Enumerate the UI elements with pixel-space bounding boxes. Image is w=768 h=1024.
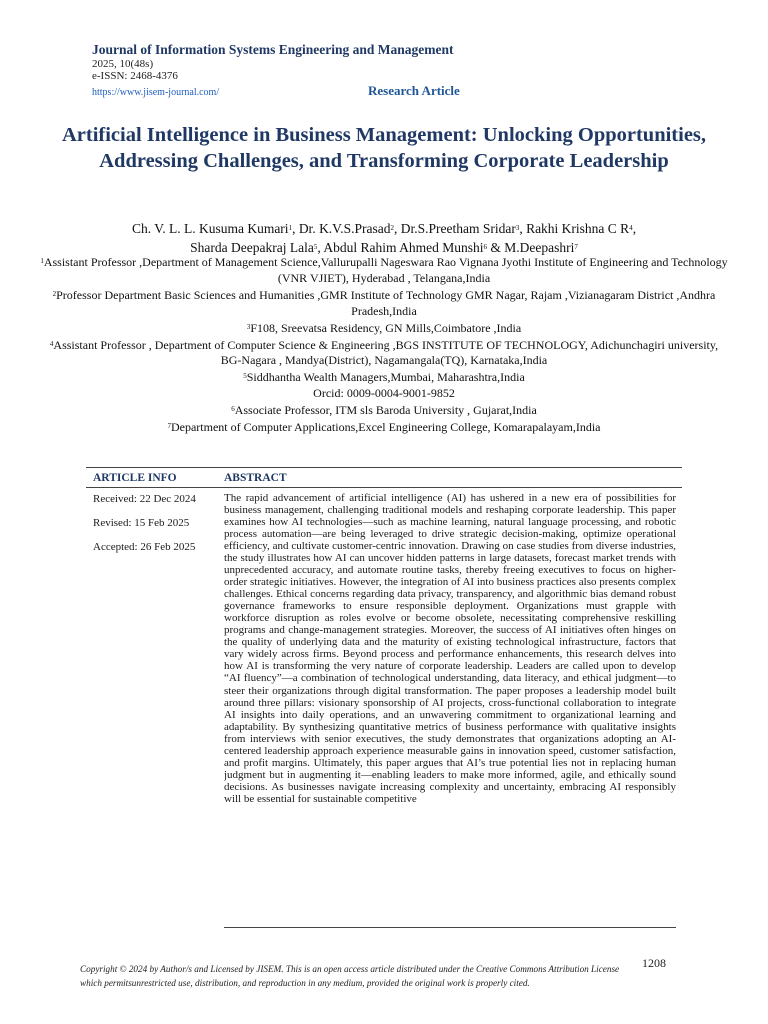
- author-affiliation-marker: 2: [390, 224, 394, 232]
- affiliation-item: [40, 369, 728, 386]
- affiliation-item: [40, 386, 728, 402]
- affiliation-text: Associate Professor, ITM sls Baroda University , Gujarat,India: [234, 403, 537, 418]
- revised-date: Revised: 15 Feb 2025: [93, 517, 190, 529]
- author-affiliation-marker: 4: [629, 224, 633, 232]
- paper-title: Artificial Intelligence in Business Management: Unlocking Opportunities, Addressing Challenges, and Transforming Corporate Leadership: [61, 124, 707, 172]
- affiliation-marker: 1: [40, 257, 44, 265]
- affiliation-list: [40, 254, 728, 436]
- received-date: Received: 22 Dec 2024: [93, 493, 196, 505]
- affiliation-text: Department of Computer Applications,Excel Engineering College, Komarapalayam,India: [170, 420, 601, 435]
- affiliation-text: Siddhantha Wealth Managers,Mumbai, Maharashtra,India: [246, 370, 525, 385]
- author-name: Sharda Deepakraj Lala: [190, 240, 314, 255]
- affiliation-item: [40, 254, 728, 287]
- journal-volume: 2025, 10(48s): [92, 58, 154, 70]
- author-affiliation-marker: 5: [313, 243, 318, 251]
- table-body-row: [86, 488, 682, 928]
- affiliation-text: Assistant Professor , Department of Computer Science & Engineering ,BGS INSTITUTE OF TECHNOLOGY, Adichunchagiri university, BG-Nagara , Mandya(District), Nagamangala(TQ), Karnataka,India: [53, 337, 719, 368]
- author-name: Dr.S.Preetham Sridar: [400, 221, 516, 236]
- author-affiliation-marker: 7: [574, 243, 578, 251]
- journal-eissn: e-ISSN: 2468-4376: [92, 70, 178, 82]
- abstract-text: The rapid advancement of artificial intelligence (AI) has ushered in a new era of possibilities for business management, challenging traditional models and reshaping corporate leadership. This paper examines how AI technologies—such as machine learning, natural language processing, and robotic process automation—are being leveraged to drive strategic decision-making, optimize operational efficiency, and cultivate customer-centric innovation. Drawing on case studies from diverse industries, the study illustrates how AI can uncover hidden patterns in large datasets, forecast market trends with unprecedented accuracy, and automate routine tasks, thereby freeing executives to focus on higher-order strategic initiatives. However, the integration of AI into business practices also presents complex challenges. Ethical concerns regarding data privacy, transparency, and algorithmic bias demand robust governance frameworks to ensure responsible deployment. Organizations must grapple with workforce disruption as roles evolve or become obsolete, necessitating comprehensive reskilling programs and change-management strategies. Moreover, the success of AI initiatives often hinges on the quality of underlying data and the maturity of existing technological infrastructure, factors that vary widely across firms. Beyond process and performance enhancements, this research delves into how AI is transforming the very nature of corporate leadership. Leaders are called upon to develop “AI fluency”—a combination of technological understanding, data literacy, and ethical judgment—to steer their organizations through digital transformation. The paper proposes a leadership model built around three pillars: visionary sponsorship of AI projects, cross-functional collaboration to integrate AI insights into daily operations, and an unwavering commitment to organizational learning and adaptability. By synthesizing quantitative metrics of business performance with qualitative insights from interviews with senior executives, the study demonstrates that organizations adopting an AI-centered leadership approach experience measurable gains in innovation speed, customer satisfaction, and profit margins. Ultimately, this paper argues that AI’s true potential lies not in replacing human judgment but in augmenting it—enabling leaders to make more informed, agile, and ethically sound decisions. As businesses navigate increasing complexity and uncertainty, embracing AI responsibly will be essential for sustainable competitive: [224, 488, 676, 928]
- affiliation-item: [40, 419, 728, 436]
- accepted-date: Accepted: 26 Feb 2025: [93, 541, 196, 553]
- author-affiliation-marker: 1: [288, 224, 293, 232]
- page-number: 1208: [642, 956, 666, 970]
- affiliation-text: F108, Sreevatsa Residency, GN Mills,Coimbatore ,India: [250, 320, 522, 335]
- affiliation-marker: 5: [243, 372, 247, 381]
- affiliation-text: Orcid: 0009-0004-9001-9852: [313, 386, 455, 401]
- article-info-table: [86, 467, 682, 928]
- affiliation-text: Assistant Professor ,Department of Management Science,Vallurupalli Nageswara Rao Vignana Jyothi Institute of Engineering and Technology (VNR VJIET), Hyderabad , Telangana,India: [43, 255, 728, 285]
- affiliation-marker: 3: [246, 322, 251, 331]
- journal-name: Journal of Information Systems Engineering and Management: [92, 42, 454, 57]
- author-name: Ch. V. L. L. Kusuma Kumari: [131, 221, 289, 236]
- affiliation-marker: 2: [52, 289, 57, 298]
- table-header-row: [86, 467, 682, 488]
- journal-url-link[interactable]: https://www.jisem-journal.com/: [92, 87, 220, 98]
- affiliation-marker: 7: [167, 422, 171, 431]
- affiliation-item: [40, 402, 728, 419]
- affiliation-item: [40, 337, 728, 370]
- author-name: Rakhi Krishna C R: [526, 221, 630, 236]
- author-list: Ch. V. L. L. Kusuma Kumari$^1$, Dr. K.V.S.Prasad$^2$, Dr.S.Preetham Sridar$^3$, Rakhi Krishna C $R^4$, Sharda Deepakraj Lala$^5$, Abdul Rahim Ahmed Munshi$^6$ & M.Deepashri$^7$: [131, 221, 637, 255]
- copyright-notice: Copyright © 2024 by Author/s and Licensed by JISEM. This is an open access article distributed under the Creative Commons Attribution License which permitsunrestricted use, distribution, and reproduction in any medium, provided the original work is properly cited.: [80, 964, 620, 988]
- article-dates: [86, 488, 224, 928]
- article-info-heading: ARTICLE INFO: [93, 471, 177, 484]
- affiliation-item: [40, 287, 728, 320]
- abstract-heading: ABSTRACT: [224, 471, 287, 484]
- author-name: Dr. K.V.S.Prasad: [298, 221, 391, 236]
- article-type-label: Research Article: [368, 83, 460, 98]
- affiliation-marker: 4: [49, 339, 54, 348]
- affiliation-marker: 6: [231, 405, 235, 414]
- affiliation-item: [40, 320, 728, 337]
- affiliation-text: Professor Department Basic Sciences and Humanities ,GMR Institute of Technology GMR Nagar, Rajam ,Vizianagaram District ,Andhra Pradesh,India: [56, 287, 716, 318]
- author-affiliation-marker: 3: [515, 224, 520, 232]
- author-name: M.Deepashri: [504, 240, 575, 255]
- author-affiliation-marker: 6: [483, 243, 487, 251]
- author-name: Abdul Rahim Ahmed Munshi: [323, 240, 484, 255]
